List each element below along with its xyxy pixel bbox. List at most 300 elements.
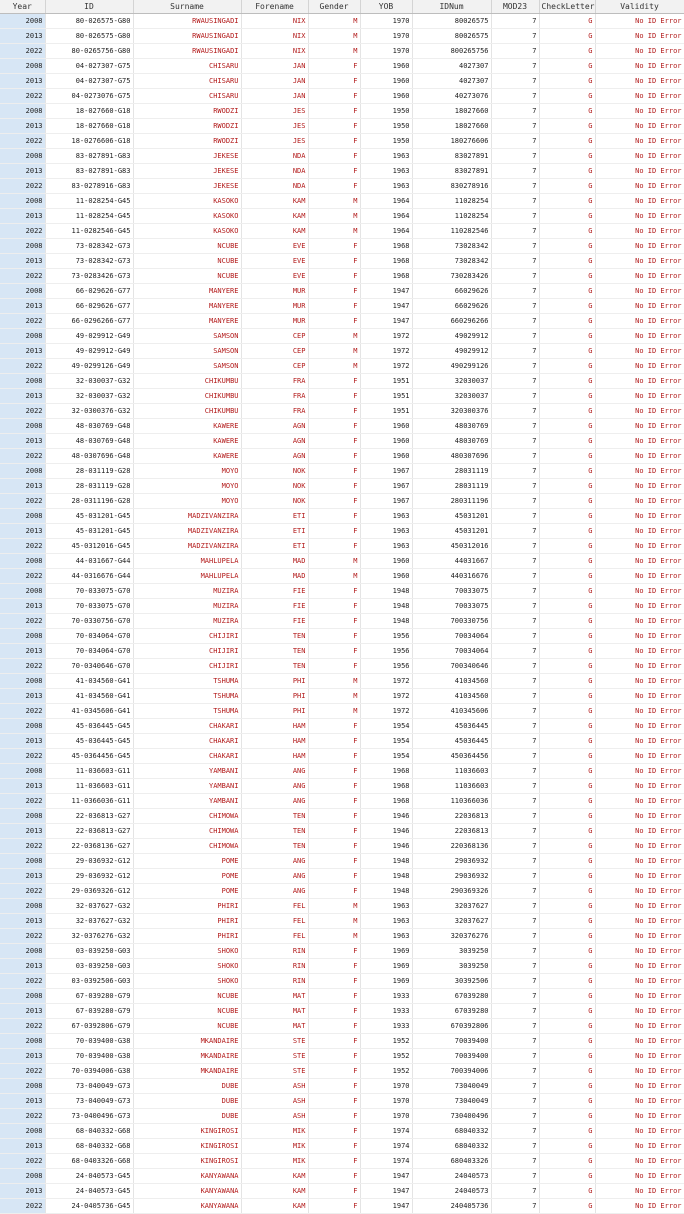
table-row[interactable] xyxy=(0,569,684,584)
cell-gender[interactable]: M xyxy=(308,569,360,584)
cell-yob[interactable]: 1960 xyxy=(360,554,412,569)
table-row[interactable] xyxy=(0,674,684,689)
cell-yob[interactable]: 1952 xyxy=(360,1034,412,1049)
cell-idnum[interactable]: 320376276 xyxy=(412,929,491,944)
cell-forename[interactable]: ANG xyxy=(241,764,308,779)
cell-gender[interactable]: M xyxy=(308,209,360,224)
cell-checkletter[interactable]: G xyxy=(539,254,595,269)
cell-checkletter[interactable]: G xyxy=(539,389,595,404)
cell-forename[interactable]: MIK xyxy=(241,1139,308,1154)
cell-validity[interactable]: No ID Error xyxy=(595,44,684,59)
cell-idnum[interactable]: 28031119 xyxy=(412,479,491,494)
cell-idnum[interactable]: 3039250 xyxy=(412,944,491,959)
cell-surname[interactable]: RWAUSINGADI xyxy=(133,44,241,59)
cell-mod23[interactable]: 7 xyxy=(491,794,539,809)
cell-yob[interactable]: 1964 xyxy=(360,194,412,209)
cell-checkletter[interactable]: G xyxy=(539,569,595,584)
table-row[interactable] xyxy=(0,164,684,179)
cell-forename[interactable]: KAM xyxy=(241,194,308,209)
table-row[interactable] xyxy=(0,854,684,869)
cell-id[interactable]: 11-0282546-G45 xyxy=(45,224,133,239)
cell-idnum[interactable]: 410345606 xyxy=(412,704,491,719)
cell-id[interactable]: 28-031119-G28 xyxy=(45,464,133,479)
cell-surname[interactable]: NCUBE xyxy=(133,239,241,254)
cell-forename[interactable]: MIK xyxy=(241,1124,308,1139)
cell-surname[interactable]: JEKESE xyxy=(133,179,241,194)
table-row[interactable] xyxy=(0,629,684,644)
cell-id[interactable]: 73-040049-G73 xyxy=(45,1094,133,1109)
cell-surname[interactable]: KANYAWANA xyxy=(133,1199,241,1214)
cell-idnum[interactable]: 700330756 xyxy=(412,614,491,629)
cell-checkletter[interactable]: G xyxy=(539,884,595,899)
cell-gender[interactable]: M xyxy=(308,359,360,374)
cell-yob[interactable]: 1960 xyxy=(360,74,412,89)
column-header-yob[interactable]: YOB xyxy=(360,0,412,14)
cell-year[interactable]: 2008 xyxy=(0,509,45,524)
cell-validity[interactable]: No ID Error xyxy=(595,359,684,374)
cell-yob[interactable]: 1963 xyxy=(360,539,412,554)
cell-year[interactable]: 2008 xyxy=(0,719,45,734)
cell-validity[interactable]: No ID Error xyxy=(595,119,684,134)
cell-gender[interactable]: M xyxy=(308,674,360,689)
cell-yob[interactable]: 1954 xyxy=(360,734,412,749)
cell-gender[interactable]: F xyxy=(308,719,360,734)
cell-id[interactable]: 48-030769-G48 xyxy=(45,419,133,434)
cell-surname[interactable]: CHAKARI xyxy=(133,749,241,764)
cell-yob[interactable]: 1972 xyxy=(360,344,412,359)
cell-yob[interactable]: 1969 xyxy=(360,959,412,974)
cell-validity[interactable]: No ID Error xyxy=(595,239,684,254)
cell-validity[interactable]: No ID Error xyxy=(595,959,684,974)
cell-year[interactable]: 2022 xyxy=(0,749,45,764)
cell-mod23[interactable]: 7 xyxy=(491,14,539,29)
cell-yob[interactable]: 1963 xyxy=(360,179,412,194)
cell-yob[interactable]: 1969 xyxy=(360,974,412,989)
cell-forename[interactable]: FEL xyxy=(241,929,308,944)
cell-yob[interactable]: 1972 xyxy=(360,329,412,344)
cell-validity[interactable]: No ID Error xyxy=(595,314,684,329)
cell-idnum[interactable]: 29036932 xyxy=(412,869,491,884)
cell-idnum[interactable]: 11028254 xyxy=(412,194,491,209)
cell-forename[interactable]: NIX xyxy=(241,29,308,44)
cell-idnum[interactable]: 680403326 xyxy=(412,1154,491,1169)
cell-validity[interactable]: No ID Error xyxy=(595,194,684,209)
table-row[interactable] xyxy=(0,104,684,119)
cell-id[interactable]: 18-027660-G18 xyxy=(45,104,133,119)
cell-year[interactable]: 2013 xyxy=(0,299,45,314)
cell-year[interactable]: 2022 xyxy=(0,929,45,944)
cell-idnum[interactable]: 22036813 xyxy=(412,824,491,839)
cell-forename[interactable]: NIX xyxy=(241,14,308,29)
cell-id[interactable]: 32-030037-G32 xyxy=(45,374,133,389)
cell-checkletter[interactable]: G xyxy=(539,719,595,734)
cell-forename[interactable]: FIE xyxy=(241,584,308,599)
cell-forename[interactable]: PHI xyxy=(241,674,308,689)
cell-surname[interactable]: YAMBANI xyxy=(133,794,241,809)
cell-checkletter[interactable]: G xyxy=(539,794,595,809)
cell-forename[interactable]: MUR xyxy=(241,284,308,299)
cell-yob[interactable]: 1954 xyxy=(360,749,412,764)
table-row[interactable] xyxy=(0,434,684,449)
cell-gender[interactable]: F xyxy=(308,659,360,674)
cell-checkletter[interactable]: G xyxy=(539,119,595,134)
cell-id[interactable]: 03-039250-G03 xyxy=(45,959,133,974)
table-row[interactable] xyxy=(0,659,684,674)
table-row[interactable] xyxy=(0,899,684,914)
cell-idnum[interactable]: 67039280 xyxy=(412,989,491,1004)
cell-mod23[interactable]: 7 xyxy=(491,1184,539,1199)
cell-surname[interactable]: SHOKO xyxy=(133,974,241,989)
cell-surname[interactable]: KINGIROSI xyxy=(133,1154,241,1169)
cell-idnum[interactable]: 220368136 xyxy=(412,839,491,854)
cell-validity[interactable]: No ID Error xyxy=(595,209,684,224)
cell-forename[interactable]: NDA xyxy=(241,179,308,194)
cell-forename[interactable]: TEN xyxy=(241,629,308,644)
cell-checkletter[interactable]: G xyxy=(539,599,595,614)
cell-idnum[interactable]: 73028342 xyxy=(412,254,491,269)
cell-gender[interactable]: F xyxy=(308,464,360,479)
cell-validity[interactable]: No ID Error xyxy=(595,74,684,89)
table-row[interactable] xyxy=(0,809,684,824)
cell-validity[interactable]: No ID Error xyxy=(595,1004,684,1019)
cell-idnum[interactable]: 44031667 xyxy=(412,554,491,569)
cell-year[interactable]: 2008 xyxy=(0,149,45,164)
cell-surname[interactable]: MUZIRA xyxy=(133,584,241,599)
table-row[interactable] xyxy=(0,539,684,554)
cell-surname[interactable]: CHIJIRI xyxy=(133,644,241,659)
cell-idnum[interactable]: 70034064 xyxy=(412,644,491,659)
cell-yob[interactable]: 1972 xyxy=(360,674,412,689)
cell-year[interactable]: 2022 xyxy=(0,539,45,554)
cell-idnum[interactable]: 41034560 xyxy=(412,689,491,704)
cell-gender[interactable]: F xyxy=(308,854,360,869)
cell-mod23[interactable]: 7 xyxy=(491,374,539,389)
cell-surname[interactable]: NCUBE xyxy=(133,254,241,269)
cell-mod23[interactable]: 7 xyxy=(491,1034,539,1049)
table-row[interactable] xyxy=(0,374,684,389)
cell-id[interactable]: 48-030769-G48 xyxy=(45,434,133,449)
cell-checkletter[interactable]: G xyxy=(539,1004,595,1019)
cell-mod23[interactable]: 7 xyxy=(491,1139,539,1154)
cell-surname[interactable]: KINGIROSI xyxy=(133,1139,241,1154)
cell-year[interactable]: 2022 xyxy=(0,794,45,809)
cell-checkletter[interactable]: G xyxy=(539,1064,595,1079)
cell-id[interactable]: 67-039280-G79 xyxy=(45,1004,133,1019)
cell-checkletter[interactable]: G xyxy=(539,479,595,494)
cell-year[interactable]: 2008 xyxy=(0,674,45,689)
table-row[interactable] xyxy=(0,1019,684,1034)
cell-gender[interactable]: M xyxy=(308,929,360,944)
cell-yob[interactable]: 1947 xyxy=(360,1184,412,1199)
cell-idnum[interactable]: 240405736 xyxy=(412,1199,491,1214)
cell-surname[interactable]: NCUBE xyxy=(133,989,241,1004)
cell-validity[interactable]: No ID Error xyxy=(595,254,684,269)
cell-checkletter[interactable]: G xyxy=(539,944,595,959)
column-header-gender[interactable]: Gender xyxy=(308,0,360,14)
cell-year[interactable]: 2013 xyxy=(0,599,45,614)
cell-year[interactable]: 2013 xyxy=(0,479,45,494)
cell-surname[interactable]: SHOKO xyxy=(133,944,241,959)
table-row[interactable] xyxy=(0,224,684,239)
cell-yob[interactable]: 1970 xyxy=(360,29,412,44)
cell-checkletter[interactable]: G xyxy=(539,449,595,464)
cell-mod23[interactable]: 7 xyxy=(491,824,539,839)
cell-surname[interactable]: YAMBANI xyxy=(133,779,241,794)
cell-idnum[interactable]: 73040049 xyxy=(412,1094,491,1109)
table-row[interactable] xyxy=(0,449,684,464)
cell-id[interactable]: 67-039280-G79 xyxy=(45,989,133,1004)
cell-surname[interactable]: RWODZI xyxy=(133,119,241,134)
cell-idnum[interactable]: 83027891 xyxy=(412,149,491,164)
table-row[interactable] xyxy=(0,719,684,734)
cell-idnum[interactable]: 32037627 xyxy=(412,899,491,914)
cell-mod23[interactable]: 7 xyxy=(491,884,539,899)
cell-mod23[interactable]: 7 xyxy=(491,299,539,314)
cell-checkletter[interactable]: G xyxy=(539,344,595,359)
cell-yob[interactable]: 1967 xyxy=(360,464,412,479)
cell-validity[interactable]: No ID Error xyxy=(595,1079,684,1094)
cell-checkletter[interactable]: G xyxy=(539,674,595,689)
cell-id[interactable]: 66-029626-G77 xyxy=(45,299,133,314)
table-row[interactable] xyxy=(0,194,684,209)
column-header-mod23[interactable]: MOD23 xyxy=(491,0,539,14)
cell-mod23[interactable]: 7 xyxy=(491,224,539,239)
cell-yob[interactable]: 1950 xyxy=(360,104,412,119)
cell-idnum[interactable]: 24040573 xyxy=(412,1169,491,1184)
cell-id[interactable]: 70-034064-G70 xyxy=(45,644,133,659)
cell-idnum[interactable]: 48030769 xyxy=(412,434,491,449)
cell-validity[interactable]: No ID Error xyxy=(595,224,684,239)
cell-checkletter[interactable]: G xyxy=(539,194,595,209)
cell-idnum[interactable]: 110282546 xyxy=(412,224,491,239)
cell-gender[interactable]: M xyxy=(308,44,360,59)
cell-checkletter[interactable]: G xyxy=(539,404,595,419)
cell-yob[interactable]: 1964 xyxy=(360,224,412,239)
cell-forename[interactable]: MAT xyxy=(241,989,308,1004)
cell-year[interactable]: 2022 xyxy=(0,89,45,104)
cell-checkletter[interactable]: G xyxy=(539,164,595,179)
cell-validity[interactable]: No ID Error xyxy=(595,164,684,179)
cell-id[interactable]: 11-028254-G45 xyxy=(45,194,133,209)
table-row[interactable] xyxy=(0,1199,684,1214)
cell-yob[interactable]: 1960 xyxy=(360,419,412,434)
cell-gender[interactable]: F xyxy=(308,959,360,974)
cell-validity[interactable]: No ID Error xyxy=(595,629,684,644)
cell-forename[interactable]: MAT xyxy=(241,1019,308,1034)
cell-id[interactable]: 45-0364456-G45 xyxy=(45,749,133,764)
cell-mod23[interactable]: 7 xyxy=(491,1199,539,1214)
cell-validity[interactable]: No ID Error xyxy=(595,1199,684,1214)
cell-yob[interactable]: 1950 xyxy=(360,134,412,149)
cell-idnum[interactable]: 320300376 xyxy=(412,404,491,419)
table-row[interactable] xyxy=(0,779,684,794)
cell-surname[interactable]: POME xyxy=(133,869,241,884)
cell-idnum[interactable]: 18027660 xyxy=(412,104,491,119)
table-row[interactable] xyxy=(0,614,684,629)
cell-forename[interactable]: EVE xyxy=(241,254,308,269)
cell-forename[interactable]: JAN xyxy=(241,74,308,89)
cell-mod23[interactable]: 7 xyxy=(491,959,539,974)
cell-surname[interactable]: MADZIVANZIRA xyxy=(133,539,241,554)
cell-yob[interactable]: 1967 xyxy=(360,479,412,494)
table-row[interactable] xyxy=(0,509,684,524)
cell-surname[interactable]: POME xyxy=(133,854,241,869)
cell-surname[interactable]: KASOKO xyxy=(133,209,241,224)
cell-checkletter[interactable]: G xyxy=(539,44,595,59)
cell-checkletter[interactable]: G xyxy=(539,434,595,449)
cell-yob[interactable]: 1963 xyxy=(360,899,412,914)
cell-gender[interactable]: F xyxy=(308,1064,360,1079)
cell-surname[interactable]: RWAUSINGADI xyxy=(133,29,241,44)
cell-checkletter[interactable]: G xyxy=(539,824,595,839)
cell-forename[interactable]: HAM xyxy=(241,734,308,749)
table-row[interactable] xyxy=(0,59,684,74)
table-row[interactable] xyxy=(0,404,684,419)
cell-gender[interactable]: F xyxy=(308,629,360,644)
cell-idnum[interactable]: 49029912 xyxy=(412,344,491,359)
cell-idnum[interactable]: 730400496 xyxy=(412,1109,491,1124)
cell-validity[interactable]: No ID Error xyxy=(595,584,684,599)
table-row[interactable] xyxy=(0,1139,684,1154)
table-row[interactable] xyxy=(0,419,684,434)
cell-id[interactable]: 73-028342-G73 xyxy=(45,254,133,269)
table-row[interactable] xyxy=(0,644,684,659)
cell-validity[interactable]: No ID Error xyxy=(595,719,684,734)
cell-validity[interactable]: No ID Error xyxy=(595,734,684,749)
table-row[interactable] xyxy=(0,584,684,599)
cell-validity[interactable]: No ID Error xyxy=(595,764,684,779)
cell-idnum[interactable]: 66029626 xyxy=(412,284,491,299)
cell-idnum[interactable]: 11036603 xyxy=(412,764,491,779)
cell-mod23[interactable]: 7 xyxy=(491,389,539,404)
cell-yob[interactable]: 1960 xyxy=(360,434,412,449)
cell-id[interactable]: 03-0392506-G03 xyxy=(45,974,133,989)
cell-yob[interactable]: 1968 xyxy=(360,269,412,284)
cell-gender[interactable]: M xyxy=(308,914,360,929)
cell-gender[interactable]: F xyxy=(308,734,360,749)
cell-id[interactable]: 80-026575-G80 xyxy=(45,14,133,29)
cell-checkletter[interactable]: G xyxy=(539,1139,595,1154)
cell-surname[interactable]: CHAKARI xyxy=(133,719,241,734)
cell-gender[interactable]: F xyxy=(308,869,360,884)
cell-validity[interactable]: No ID Error xyxy=(595,29,684,44)
cell-mod23[interactable]: 7 xyxy=(491,599,539,614)
cell-mod23[interactable]: 7 xyxy=(491,44,539,59)
cell-validity[interactable]: No ID Error xyxy=(595,479,684,494)
cell-yob[interactable]: 1974 xyxy=(360,1139,412,1154)
cell-yob[interactable]: 1970 xyxy=(360,1094,412,1109)
cell-idnum[interactable]: 48030769 xyxy=(412,419,491,434)
cell-gender[interactable]: F xyxy=(308,89,360,104)
cell-validity[interactable]: No ID Error xyxy=(595,689,684,704)
cell-checkletter[interactable]: G xyxy=(539,974,595,989)
cell-checkletter[interactable]: G xyxy=(539,269,595,284)
cell-forename[interactable]: MAT xyxy=(241,1004,308,1019)
cell-idnum[interactable]: 32030037 xyxy=(412,389,491,404)
cell-idnum[interactable]: 24040573 xyxy=(412,1184,491,1199)
cell-mod23[interactable]: 7 xyxy=(491,554,539,569)
cell-validity[interactable]: No ID Error xyxy=(595,749,684,764)
cell-forename[interactable]: KAM xyxy=(241,1169,308,1184)
cell-yob[interactable]: 1933 xyxy=(360,989,412,1004)
cell-year[interactable]: 2013 xyxy=(0,779,45,794)
cell-forename[interactable]: CEP xyxy=(241,329,308,344)
table-row[interactable] xyxy=(0,284,684,299)
cell-gender[interactable]: F xyxy=(308,164,360,179)
cell-gender[interactable]: F xyxy=(308,134,360,149)
cell-surname[interactable]: MKANDAIRE xyxy=(133,1049,241,1064)
table-row[interactable] xyxy=(0,29,684,44)
cell-surname[interactable]: MOYO xyxy=(133,479,241,494)
cell-forename[interactable]: JAN xyxy=(241,89,308,104)
cell-forename[interactable]: FEL xyxy=(241,899,308,914)
cell-mod23[interactable]: 7 xyxy=(491,809,539,824)
cell-forename[interactable]: FRA xyxy=(241,374,308,389)
cell-year[interactable]: 2013 xyxy=(0,1139,45,1154)
cell-id[interactable]: 44-0316676-G44 xyxy=(45,569,133,584)
cell-validity[interactable]: No ID Error xyxy=(595,59,684,74)
cell-forename[interactable]: KAM xyxy=(241,1184,308,1199)
cell-gender[interactable]: F xyxy=(308,614,360,629)
cell-gender[interactable]: F xyxy=(308,104,360,119)
cell-mod23[interactable]: 7 xyxy=(491,914,539,929)
table-row[interactable] xyxy=(0,1154,684,1169)
cell-surname[interactable]: KAWERE xyxy=(133,449,241,464)
cell-mod23[interactable]: 7 xyxy=(491,1094,539,1109)
cell-yob[interactable]: 1963 xyxy=(360,914,412,929)
cell-id[interactable]: 32-0300376-G32 xyxy=(45,404,133,419)
cell-checkletter[interactable]: G xyxy=(539,959,595,974)
cell-gender[interactable]: F xyxy=(308,1169,360,1184)
cell-mod23[interactable]: 7 xyxy=(491,404,539,419)
cell-gender[interactable]: F xyxy=(308,794,360,809)
cell-id[interactable]: 03-039250-G03 xyxy=(45,944,133,959)
cell-forename[interactable]: HAM xyxy=(241,719,308,734)
cell-mod23[interactable]: 7 xyxy=(491,854,539,869)
cell-mod23[interactable]: 7 xyxy=(491,74,539,89)
cell-forename[interactable]: STE xyxy=(241,1034,308,1049)
cell-id[interactable]: 66-0296266-G77 xyxy=(45,314,133,329)
cell-surname[interactable]: MANYERE xyxy=(133,299,241,314)
cell-id[interactable]: 11-036603-G11 xyxy=(45,764,133,779)
cell-surname[interactable]: NCUBE xyxy=(133,1004,241,1019)
cell-id[interactable]: 70-0330756-G70 xyxy=(45,614,133,629)
cell-idnum[interactable]: 700340646 xyxy=(412,659,491,674)
cell-checkletter[interactable]: G xyxy=(539,1019,595,1034)
table-row[interactable] xyxy=(0,734,684,749)
cell-yob[interactable]: 1963 xyxy=(360,149,412,164)
cell-validity[interactable]: No ID Error xyxy=(595,389,684,404)
cell-gender[interactable]: F xyxy=(308,824,360,839)
cell-validity[interactable]: No ID Error xyxy=(595,149,684,164)
cell-id[interactable]: 73-028342-G73 xyxy=(45,239,133,254)
cell-checkletter[interactable]: G xyxy=(539,509,595,524)
table-row[interactable] xyxy=(0,149,684,164)
cell-idnum[interactable]: 110366036 xyxy=(412,794,491,809)
cell-checkletter[interactable]: G xyxy=(539,929,595,944)
cell-id[interactable]: 29-036932-G12 xyxy=(45,869,133,884)
cell-mod23[interactable]: 7 xyxy=(491,569,539,584)
table-row[interactable] xyxy=(0,944,684,959)
cell-idnum[interactable]: 700394006 xyxy=(412,1064,491,1079)
cell-yob[interactable]: 1974 xyxy=(360,1124,412,1139)
cell-validity[interactable]: No ID Error xyxy=(595,944,684,959)
cell-year[interactable]: 2008 xyxy=(0,194,45,209)
cell-forename[interactable]: ASH xyxy=(241,1094,308,1109)
cell-checkletter[interactable]: G xyxy=(539,749,595,764)
cell-id[interactable]: 41-034560-G41 xyxy=(45,674,133,689)
cell-year[interactable]: 2008 xyxy=(0,239,45,254)
